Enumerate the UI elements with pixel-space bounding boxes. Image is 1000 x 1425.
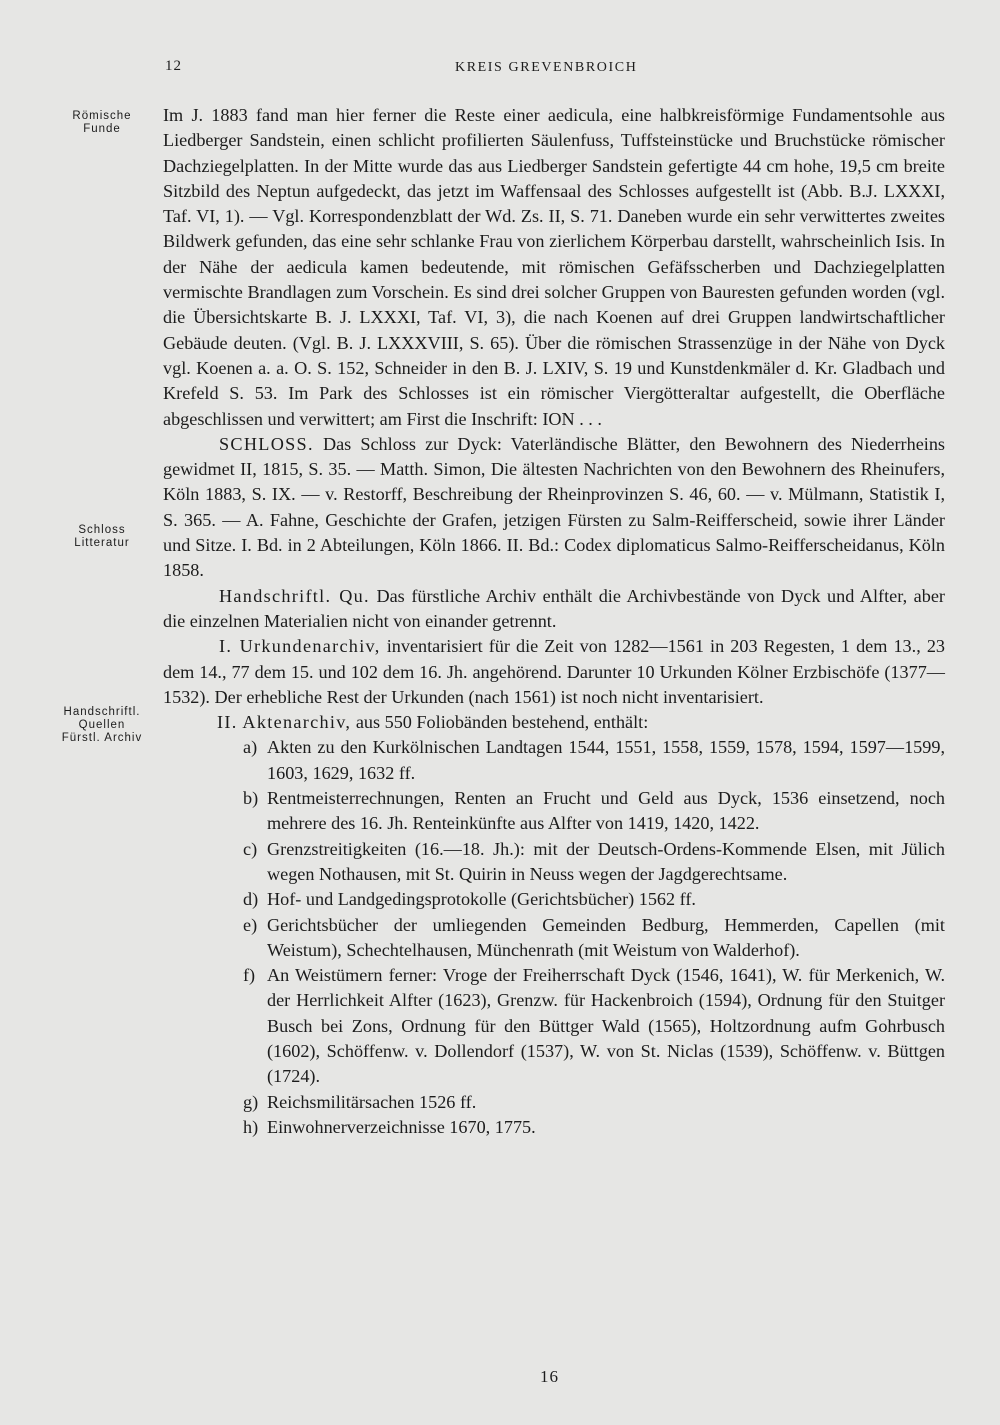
aktenarchiv-list bbox=[163, 735, 945, 1140]
body-text bbox=[163, 103, 945, 1140]
paragraph-aktenarchiv bbox=[163, 710, 945, 735]
margin-note-line: Römische bbox=[72, 110, 132, 122]
list-item bbox=[163, 837, 945, 888]
margin-note-line: Schloss bbox=[78, 524, 126, 536]
list-item bbox=[163, 963, 945, 1089]
running-title: KREIS GREVENBROICH bbox=[455, 60, 638, 75]
list-marker: e) bbox=[243, 914, 258, 935]
list-marker: f) bbox=[243, 965, 256, 986]
paragraph-urkundenarchiv bbox=[163, 634, 945, 710]
list-marker: d) bbox=[243, 889, 259, 910]
list-item bbox=[163, 887, 945, 912]
list-marker: c) bbox=[243, 838, 258, 859]
list-item bbox=[163, 786, 945, 837]
running-head bbox=[0, 58, 1000, 84]
paragraph-body: inventarisiert für die Zeit von 1282—1561 in 203 Regesten, 1 dem 13., 23 dem 14., 77 dem 15. und 102 dem 16. Jh. angehörend. Darunter 10 Urkunden Kölner Erzbischöfe (1377—1532). Der erhebliche Rest der Urkunden (nach 1561) ist noch nicht inventarisiert. bbox=[163, 636, 946, 707]
paragraph-roemische-funde: Im J. 1883 fand man hier ferner die Reste einer aedicula, eine halbkreisförmige Fundamentsohle aus Liedberger Sandstein, einen schlicht profilierten Säulenfuss, Tuffsteinstücke und Bruchstücke römischer Dachziegelplatten. In der Mitte wurde das aus Liedberger Sandstein gefertigte 44 cm hohe, 19,5 cm breite Sitzbild des Neptun aufgedeckt, das jetzt im Waffensaal des Schlosses aufgestellt ist (Abb. B.J. LXXXI, Taf. VI, 1). — Vgl. Korrespondenzblatt der Wd. Zs. II, S. 71. Daneben wurde ein sehr verwittertes zweites Bildwerk gefunden, das eine sehr schlanke Frau von zierlichem Körperbau darstellt, wahrscheinlich Isis. In der Nähe der aedicula kamen bedeutende, mit römischen Gefäfsscherben und Dachziegelplatten vermischte Brandlagen zum Vorschein. Es sind drei solcher Gruppen von Bauresten gefunden worden (vgl. die Übersichtskarte B. J. LXXXI, Taf. VI, 3), die nach Koenen auf drei Gruppen landwirtschaftlicher Gebäude deuten. (Vgl. B. J. LXXXVIII, S. 65). Über die römischen Strassenzüge in der Nähe von Dyck vgl. Koenen a. a. O. S. 152, Schneider in den B. J. LXIV, S. 19 und Kunstdenkmäler d. Kr. Gladbach und Krefeld S. 53. Im Park des Schlosses ist ein römischer Viergötteraltar aufgestellt, die Oberfläche abgeschlissen und verwittert; am First die Inschrift: ION . . . bbox=[163, 105, 945, 429]
margin-note-schloss-litteratur bbox=[52, 524, 152, 550]
list-item bbox=[163, 913, 945, 964]
list-item-text: Reichsmilitärsachen 1526 ff. bbox=[267, 1091, 477, 1112]
margin-note-handschriftl bbox=[52, 706, 152, 745]
list-item bbox=[163, 1090, 945, 1115]
margin-note-line: Fürstl. Archiv bbox=[61, 732, 143, 744]
paragraph-lead: I. Urkundenarchiv, bbox=[219, 636, 381, 657]
page-number: 12 bbox=[165, 58, 182, 74]
list-item-text: Akten zu den Kurkölnischen Landtagen 1544, 1551, 1558, 1559, 1578, 1594, 1597—1599, 1603, 1629, 1632 ff. bbox=[267, 737, 945, 783]
list-item-text: Hof- und Landgedingsprotokolle (Gerichtsbücher) 1562 ff. bbox=[267, 889, 696, 910]
paragraph-body: aus 550 Foliobänden bestehend, enthält: bbox=[351, 712, 649, 733]
margin-note-line: Litteratur bbox=[74, 537, 130, 549]
list-item bbox=[163, 1115, 945, 1140]
paragraph-handschriftl bbox=[163, 584, 945, 635]
list-item-text: Einwohnerverzeichnisse 1670, 1775. bbox=[267, 1116, 536, 1137]
paragraph-lead: II. Aktenarchiv, bbox=[217, 712, 352, 733]
list-item-text: Grenzstreitigkeiten (16.—18. Jh.): mit der Deutsch-Ordens-Kommende Elsen, mit Jülich wegen Nothausen, mit St. Quirin in Neuss wegen der Jagdgerechtsame. bbox=[267, 838, 945, 884]
list-item bbox=[163, 735, 945, 786]
margin-note-line: Handschriftl. bbox=[63, 706, 141, 718]
paragraph-schloss bbox=[163, 432, 945, 584]
list-item-text: Gerichtsbücher der umliegenden Gemeinden Bedburg, Hemmerden, Capellen (mit Weistum), Schechtelhausen, Münchenrath (mit Weistum von Walderhof). bbox=[267, 914, 945, 960]
list-item-text: Rentmeisterrechnungen, Renten an Frucht und Geld aus Dyck, 1536 einsetzend, noch mehrere des 16. Jh. Renteinkünfte aus Alfter von 1419, 1420, 1422. bbox=[267, 788, 945, 834]
paragraph-lead: Handschriftl. Qu. bbox=[219, 585, 370, 606]
margin-note-roemische-funde bbox=[52, 110, 152, 136]
list-marker: a) bbox=[243, 737, 258, 758]
list-marker: g) bbox=[243, 1091, 259, 1112]
paragraph-body: Das fürstliche Archiv enthält die Archivbestände von Dyck und Alfter, aber die einzelnen Materialien nicht von einander getrennt. bbox=[163, 585, 945, 631]
margin-note-line: Quellen bbox=[78, 719, 126, 731]
list-marker: b) bbox=[243, 788, 259, 809]
paragraph-lead: SCHLOSS. bbox=[219, 433, 314, 454]
signature-number: 16 bbox=[540, 1367, 559, 1386]
list-item-text: An Weistümern ferner: Vroge der Freiherrschaft Dyck (1546, 1641), W. für Merkenich, W. der Herrlichkeit Alfter (1623), Grenzw. für Hackenbroich (1594), Ordnung für den Stuitger Busch bei Zons, Ordnung für den Büttger Wald (1565), Holtzordnung aufm Gohrbusch (1602), Schöffenw. v. Dollendorf (1537), W. von St. Niclas (1539), Schöffenw. v. Büttgen (1724). bbox=[267, 965, 945, 1087]
paragraph-body: Das Schloss zur Dyck: Vaterländische Blätter, den Bewohnern des Niederrheins gewidmet II, 1815, S. 35. — Matth. Simon, Die ältesten Nachrichten von den Bewohnern des Rheinufers, Köln 1883, S. IX. — v. Restorff, Beschreibung der Rheinprovinzen S. 46, 60. — v. Mülmann, Statistik I, S. 365. — A. Fahne, Geschichte der Grafen, jetzigen Fürsten zu Salm-Reifferscheid, sowie ihrer Länder und Sitze. I. Bd. in 2 Abteilungen, Köln 1866. II. Bd.: Codex diplomaticus Salmo-Reifferscheidanus, Köln 1858. bbox=[163, 433, 945, 581]
margin-note-line: Funde bbox=[83, 123, 121, 135]
list-marker: h) bbox=[243, 1116, 259, 1137]
